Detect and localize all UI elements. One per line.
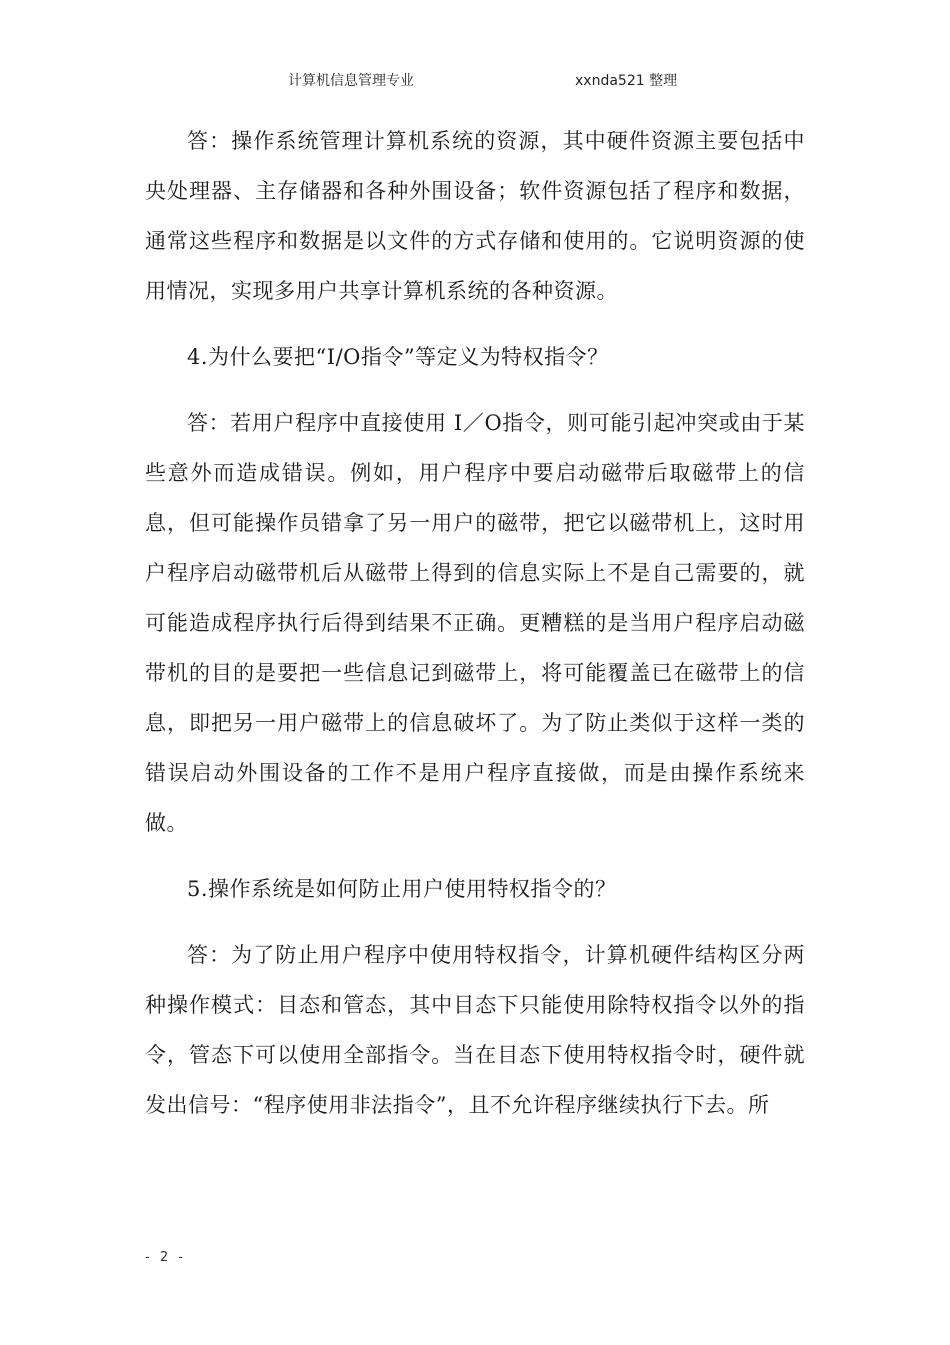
answer-paragraph-resources: 答：操作系统管理计算机系统的资源，其中硬件资源主要包括中央处理器、主存储器和各种外围设备；软件资源包括了程序和数据，通常这些程序和数据是以文件的方式存储和使用的。它说明资源的使用情况，实现多用户共享计算机系统的各种资源。 xyxy=(145,129,805,303)
answer-paragraph-privileged: 答：为了防止用户程序中使用特权指令，计算机硬件结构区分两种操作模式：目态和管态，其中目态下只能使用除特权指令以外的指令，管态下可以使用全部指令。当在目态下使用特权指令时，硬件就发出信号：“程序使用非法指令”，且不允许程序继续执行下去。所 xyxy=(145,943,805,1117)
page-number: - 2 - xyxy=(145,1250,186,1265)
header-compiler: xxnda521 整理 xyxy=(575,73,678,89)
question-4: 4.为什么要把“I/O指令”等定义为特权指令？ xyxy=(187,345,609,369)
answer-paragraph-io: 答：若用户程序中直接使用 I／O指令，则可能引起冲突或由于某些意外而造成错误。例如，用户程序中要启动磁带后取磁带上的信息，但可能操作员错拿了另一用户的磁带，把它以磁带机上，这时用户程序启动磁带机后从磁带上得到的信息实际上不是自己需要的，就可能造成程序执行后得到结果不正确。更糟糕的是当用户程序启动磁带机的目的是要把一些信息记到磁带上，将可能覆盖已在磁带上的信息，即把另一用户磁带上的信息破坏了。为了防止类似于这样一类的错误启动外围设备的工作不是用户程序直接做，而是由操作系统来做。 xyxy=(145,411,805,835)
question-5: 5.操作系统是如何防止用户使用特权指令的？ xyxy=(187,877,617,901)
document-body xyxy=(145,116,805,1130)
page-header xyxy=(0,70,950,94)
header-major: 计算机信息管理专业 xyxy=(288,73,414,89)
